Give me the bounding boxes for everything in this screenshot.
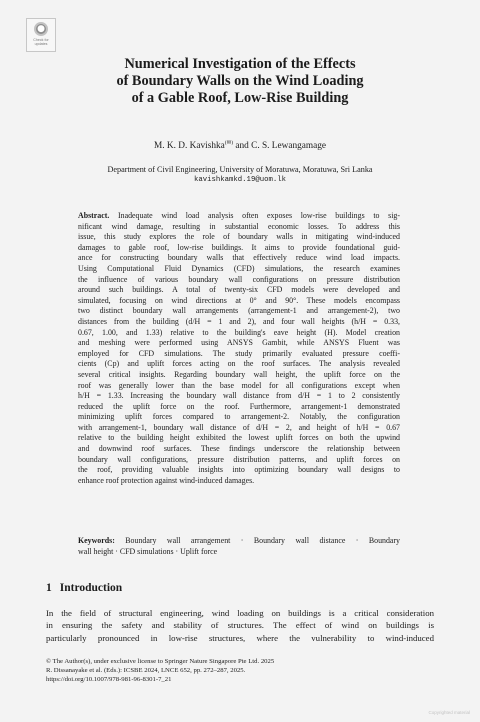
abstract-line: nificant wind damage, resulting in substantial economic losses. To address this	[78, 221, 400, 231]
abstract-line: around such buildings. A total of twenty-six CFD models were developed and	[78, 285, 400, 295]
abstract-line: and downwind roof surfaces. These findings underscore the relationship between	[78, 444, 400, 454]
check-for-updates-text	[28, 38, 54, 46]
abstract-line: issue, this study explores the role of boundary walls in mitigating wind-induced	[78, 232, 400, 242]
introduction-text	[46, 607, 434, 644]
author-name: C. S. Lewangamage	[251, 141, 326, 152]
badge-text-line1: Check for	[33, 38, 49, 42]
abstract-line: reduced the uplift force on the roof. Furthermore, arrangement-1 demonstrated	[78, 401, 400, 411]
section-number: 1	[46, 582, 52, 594]
abstract-line: employed for CFD simulations. The study primarily evaluated pressure coeffi-	[78, 348, 400, 358]
abstract-line: the influence of various boundary wall configurations on pressure distribution	[78, 274, 400, 284]
keywords-label: Keywords:	[78, 536, 115, 545]
abstract-line: two distinct boundary wall arrangements (arrangement-1 and arrangement-2), two	[78, 306, 400, 316]
doi-link[interactable]: https://doi.org/10.1007/978-981-96-8301-7_21	[46, 675, 172, 683]
abstract	[78, 211, 400, 486]
author-list	[60, 137, 420, 152]
affiliation	[40, 164, 440, 186]
abstract-line: and meshing were performed using ANSYS Gambit, while ANSYS Fluent was	[78, 338, 400, 348]
abstract-line: h/H = 1.33. Increasing the boundary wall distance from d/H = 1 to 2 consistently	[78, 391, 400, 401]
title-line-3: of a Gable Roof, Low-Rise Building	[131, 90, 349, 106]
body-line: in ensuring the safety and stability of structures. The effect of wind on buildings is	[46, 620, 434, 631]
title-line-2: of Boundary Walls on the Wind Loading	[116, 73, 364, 89]
abstract-line: minimizing uplift forces compared to arrangement-2. Notably, the configuration	[78, 412, 400, 422]
body-line: In the field of structural engineering, wind loading on buildings is a critical consideration	[46, 608, 434, 618]
badge-text-line2: updates	[34, 42, 48, 46]
department: Department of Civil Engineering, University of Moratuwa, Moratuwa, Sri Lanka	[107, 165, 373, 174]
abstract-line: distances from the building (d/H = 1 and 2), and four wall heights (h/H = 0.33,	[78, 316, 400, 326]
paper-title	[60, 56, 420, 107]
abstract-line: ance for constructing boundary walls that effectively reduce wind load impacts.	[78, 253, 400, 263]
abstract-line: 0.67, 1.00, and 1.33) relative to the building's eave height (H). Model creation	[78, 327, 400, 337]
abstract-line: with arrangement-1, boundary wall distance of d/H = 2, and height of h/H = 0.67	[78, 422, 400, 432]
abstract-label: Abstract.	[78, 211, 110, 220]
abstract-line: Abstract. Inadequate wind load analysis often exposes low-rise buildings to sig-	[78, 211, 400, 220]
abstract-line: the roof, providing valuable insights into optimizing boundary wall designs to	[78, 465, 400, 475]
section-heading-introduction	[46, 582, 122, 594]
keywords	[78, 536, 400, 557]
abstract-line: roof was generally lower than the base model for all configurations except when	[78, 380, 400, 390]
title-line-1: Numerical Investigation of the Effects	[124, 56, 356, 72]
abstract-line: Using Computational Fluid Dynamics (CFD) simulations, the research examines	[78, 263, 400, 273]
copyright-footer	[46, 658, 434, 685]
email-address[interactable]: kavishkamkd.19@uom.lk	[194, 176, 286, 184]
check-for-updates-icon: ●	[34, 22, 48, 36]
section-title: Introduction	[59, 582, 123, 594]
citation-line: R. Dissanayake et al. (Eds.): ICSBE 2024, LNCE 652, pp. 272–287, 2025.	[46, 666, 246, 674]
keywords-line: wall height · CFD simulations · Uplift force	[78, 546, 218, 556]
abstract-line: cients (Cp) and uplift forces acting on the roof surfaces. The analysis revealed	[78, 359, 400, 369]
abstract-line: relative to the building height exhibited the lowest uplift forces on both the upwind	[78, 433, 400, 443]
copyright-line: © The Author(s), under exclusive license to Springer Nature Singapore Pte Ltd. 2025	[46, 658, 275, 665]
corresponding-author-mark: (✉)	[224, 140, 234, 146]
check-for-updates-badge[interactable]	[26, 18, 56, 52]
author-conjunction: and	[235, 141, 249, 152]
abstract-line: several critical insights. Regarding boundary wall height, the uplift force on the	[78, 369, 400, 379]
watermark: Copyrighted material	[428, 710, 470, 715]
abstract-line: simulated, focusing on wind directions at 0° and 90°. These models encompass	[78, 295, 400, 305]
abstract-line: enhance roof protection against wind-induced damages.	[78, 475, 255, 485]
author-name: M. K. D. Kavishka	[153, 141, 225, 152]
keywords-line: Keywords: Boundary wall arrangement · Boundary wall distance · Boundary	[78, 536, 400, 545]
body-line: particularly pronounced in low-rise structures, where the vulnerability to wind-induced	[46, 632, 434, 643]
abstract-line: damages to gable roof, low-rise buildings. It aims to provide foundational guid-	[78, 242, 400, 252]
abstract-line: boundary wall configurations, pressure distribution patterns, and uplift forces on	[78, 454, 400, 464]
